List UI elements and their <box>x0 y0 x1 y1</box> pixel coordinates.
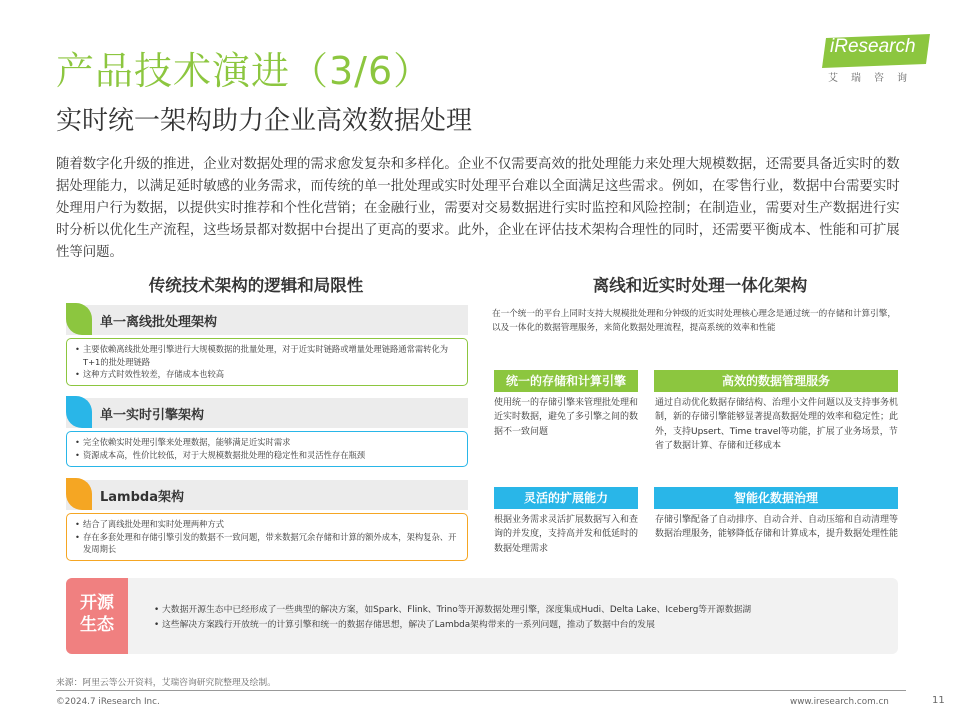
opensource-lines <box>154 603 894 633</box>
right-column-heading: 离线和近实时处理一体化架构 <box>592 276 808 295</box>
opensource-tag-line: 生态 <box>80 615 114 635</box>
card-realtime-header <box>66 398 468 428</box>
card-batch-point: • 主要依赖离线批处理引擎进行大规模数据的批量处理，对于近实时链路或增量处理链路通常需转化为T+1的批处理链路 <box>75 343 459 368</box>
copyright: ©2024.7 iResearch Inc. <box>56 697 160 707</box>
card-lambda-body <box>66 513 468 561</box>
intro-paragraph: 随着数字化升级的推进，企业对数据处理的需求愈发复杂和多样化。企业不仅需要高效的批处理能力来处理大规模数据，还需要具备近实时的数据处理能力，以满足延时敏感的业务需求，而传统的单一批处理或实时处理平台难以全面满足这些需求。例如，在零售行业，数据中台需要实时处理用户行为数据，以提供实时推荐和个性化营销；在金融行业，需要对交易数据进行实时监控和风险控制；在制造业，需要对生产数据进行实时分析以优化生产流程，这些场景都对数据中台提出了更高的要求。此外，企业在评估技术架构合理性的同时，还需要平衡成本、性能和可扩展性等问题。 <box>56 157 900 260</box>
footer-divider <box>56 690 906 691</box>
card-realtime-point: • 完全依赖实时处理引擎来处理数据，能够满足近实时需求 <box>75 436 459 449</box>
feature-unified-text: 使用统一的存储引擎来管理批处理和近实时数据，避免了多引擎之间的数据不一致问题 <box>494 398 639 437</box>
page-subtitle: 实时统一架构助力企业高效数据处理 <box>56 106 473 136</box>
card-batch-body <box>66 338 468 386</box>
leaf-icon <box>66 478 92 510</box>
logo-text: iResearch <box>830 36 916 57</box>
page-number: 11 <box>932 695 945 706</box>
feature-governance-tag: 智能化数据治理 <box>654 487 898 509</box>
card-batch-label: 单一离线批处理架构 <box>100 315 218 330</box>
source-note: 来源：阿里云等公开资料，艾瑞咨询研究院整理及绘制。 <box>56 678 276 688</box>
leaf-icon <box>66 396 92 428</box>
card-lambda-label: Lambda架构 <box>100 490 184 505</box>
left-column-heading: 传统技术架构的逻辑和局限性 <box>148 276 364 295</box>
logo-subtext: 艾瑞咨询 <box>828 73 920 84</box>
card-lambda-header <box>66 480 468 510</box>
opensource-line: • 大数据开源生态中已经形成了一些典型的解决方案，如Spark、Flink、Trino等开源数据处理引擎，深度集成Hudi、Delta Lake、Iceberg等开源数据湖 <box>154 605 752 615</box>
card-realtime-body <box>66 431 468 467</box>
card-lambda-point: • 结合了离线批处理和实时处理两种方式 <box>75 518 459 531</box>
opensource-line: • 这些解决方案践行开放统一的计算引擎和统一的数据存储思想，解决了Lambda架构带来的一系列问题，推动了数据中台的发展 <box>154 620 655 630</box>
leaf-icon <box>66 303 92 335</box>
card-realtime-label: 单一实时引擎架构 <box>100 408 205 423</box>
card-realtime-point: • 资源成本高，性价比较低，对于大规模数据批处理的稳定性和灵活性存在瓶颈 <box>75 449 459 462</box>
card-batch-header <box>66 305 468 335</box>
website-link[interactable]: www.iresearch.com.cn <box>790 697 889 707</box>
feature-unified-tag: 统一的存储和计算引擎 <box>494 370 638 392</box>
card-lambda-point: • 存在多套处理和存储引擎引发的数据不一致问题，带来数据冗余存储和计算的额外成本，架构复杂、开发周期长 <box>75 531 459 556</box>
iresearch-logo <box>822 34 932 84</box>
feature-scaling-tag: 灵活的扩展能力 <box>494 487 638 509</box>
page-title: 产品技术演进（3/6） <box>56 49 433 93</box>
feature-scaling-text: 根据业务需求灵活扩展数据写入和查询的并发度，支持高并发和低延时的数据处理需求 <box>494 515 639 554</box>
opensource-tag <box>66 578 128 654</box>
feature-management-text: 通过自动优化数据存储结构、治理小文件问题以及支持事务机制，新的存储引擎能够显著提高数据处理的效率和稳定性；此外，支持Upsert、Time travel等功能，扩展了业务场景，节省了数据计算、存储和迁移成本 <box>655 398 899 452</box>
feature-governance-text: 存储引擎配备了自动排序、自动合并、自动压缩和自动清理等数据治理服务，能够降低存储和计算成本，提升数据处理性能 <box>655 515 899 540</box>
feature-management-tag: 高效的数据管理服务 <box>654 370 898 392</box>
right-intro: 在一个统一的平台上同时支持大规模批处理和分钟级的近实时处理核心理念是通过统一的存储和计算引擎，以及一体化的数据管理服务，来简化数据处理流程，提高系统的效率和性能 <box>492 309 896 333</box>
opensource-tag-line: 开源 <box>80 593 114 613</box>
card-batch-point: • 这种方式时效性较差，存储成本也较高 <box>75 368 459 381</box>
